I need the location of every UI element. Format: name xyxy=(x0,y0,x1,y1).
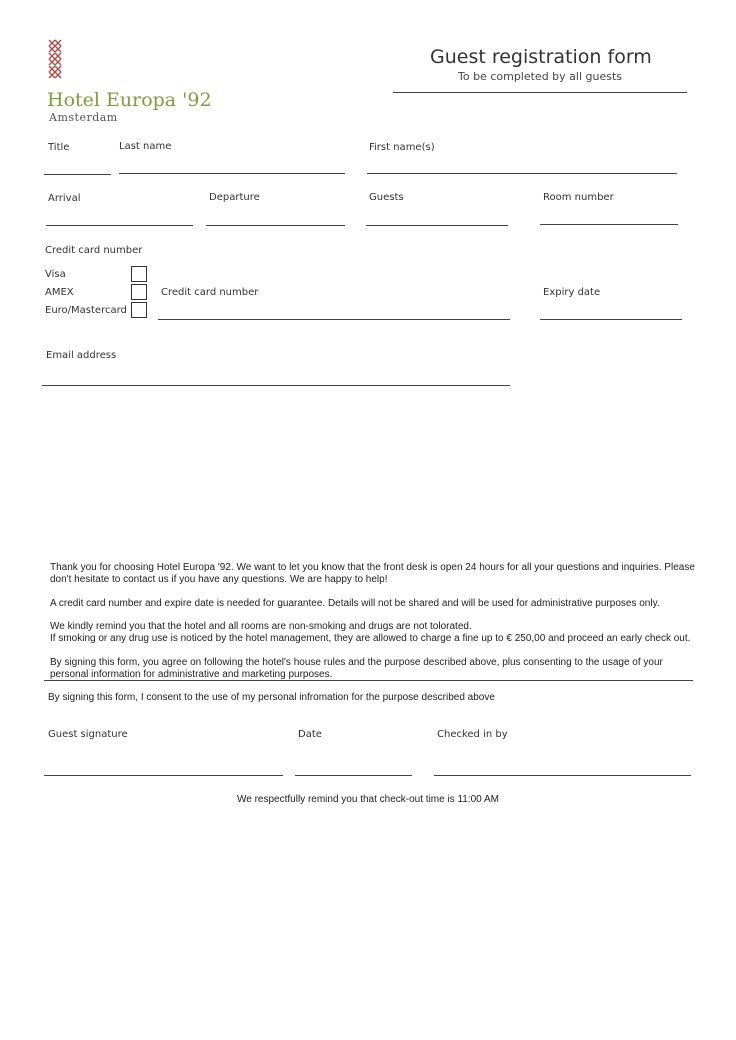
card-type-visa-label: Visa xyxy=(45,269,66,280)
info-paragraph-fine: If smoking or any drug use is noticed by the hotel management, they are allowed to charge a fine up to € 250,00 and proceed an early check out. xyxy=(50,633,691,644)
departure-label: Departure xyxy=(209,192,260,203)
title-field[interactable] xyxy=(44,174,111,175)
credit-card-number-label: Credit card number xyxy=(161,287,259,298)
title-label: Title xyxy=(48,142,70,153)
checkout-reminder: We respectfully remind you that check-out time is 11:00 AM xyxy=(237,794,499,805)
checked-in-by-field[interactable] xyxy=(434,775,691,776)
guests-field[interactable] xyxy=(366,225,508,226)
hotel-city: Amsterdam xyxy=(49,111,118,124)
room-number-field[interactable] xyxy=(540,224,678,225)
arrival-label: Arrival xyxy=(48,193,81,204)
amex-checkbox[interactable] xyxy=(131,284,147,300)
arrival-field[interactable] xyxy=(46,225,193,226)
expiry-date-field[interactable] xyxy=(540,319,682,320)
visa-checkbox[interactable] xyxy=(131,266,147,282)
credit-card-number-field[interactable] xyxy=(158,319,510,320)
card-type-mastercard-label: Euro/Mastercard xyxy=(45,305,127,316)
last-name-label: Last name xyxy=(119,141,172,152)
consent-text: By signing this form, I consent to the use of my personal infromation for the purpose described above xyxy=(48,692,495,703)
info-paragraph-guarantee: A credit card number and expire date is needed for guarantee. Details will not be shared and will be used for administrative purposes only. xyxy=(50,598,660,609)
info-paragraph-welcome: Thank you for choosing Hotel Europa '92. We want to let you know that the front desk is open 24 hours for all your questions and inquiries. Please don't hesitate to contact us if you have any questions. We are happy to help! xyxy=(50,562,695,585)
first-names-field[interactable] xyxy=(367,173,677,174)
cross-icon xyxy=(47,37,65,87)
room-number-label: Room number xyxy=(543,192,614,203)
card-type-amex-label: AMEX xyxy=(45,287,74,298)
page-subtitle: To be completed by all guests xyxy=(458,70,623,83)
date-field[interactable] xyxy=(295,775,412,776)
expiry-date-label: Expiry date xyxy=(543,287,601,298)
page-title: Guest registration form xyxy=(430,46,652,68)
departure-field[interactable] xyxy=(206,225,345,226)
email-label: Email address xyxy=(46,350,117,361)
info-paragraph-agreement: By signing this form, you agree on following the hotel's house rules and the purpose described above, plus consenting to the usage of your personal information for administrative and marketing purposes. xyxy=(50,657,663,680)
header-divider xyxy=(393,92,687,93)
guest-signature-field[interactable] xyxy=(44,775,283,776)
hotel-name: Hotel Europa '92 xyxy=(47,89,212,111)
info-divider xyxy=(44,680,693,681)
info-paragraph-nonsmoking: We kindly remind you that the hotel and all rooms are non-smoking and drugs are not tolorated. xyxy=(50,621,472,632)
credit-card-heading: Credit card number xyxy=(45,245,143,256)
email-field[interactable] xyxy=(42,385,510,386)
guests-label: Guests xyxy=(369,192,404,203)
checked-in-by-label: Checked in by xyxy=(437,729,508,740)
last-name-field[interactable] xyxy=(119,173,345,174)
guest-signature-label: Guest signature xyxy=(48,729,128,740)
mastercard-checkbox[interactable] xyxy=(131,302,147,318)
date-label: Date xyxy=(298,729,322,740)
first-names-label: First name(s) xyxy=(369,142,435,153)
